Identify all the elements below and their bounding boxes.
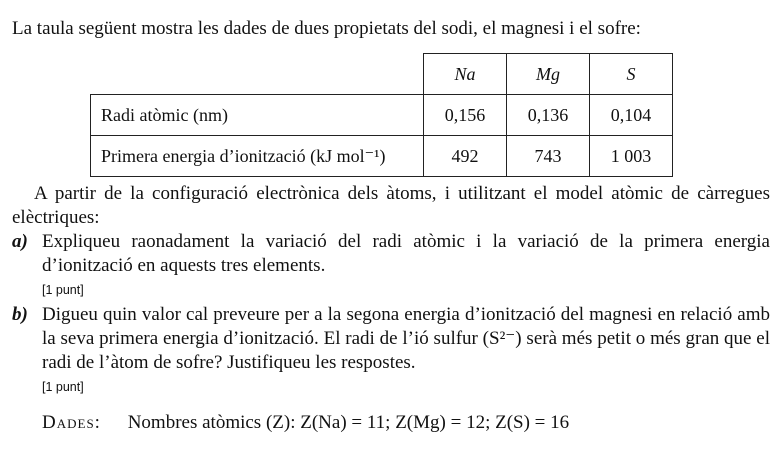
- table-cell: 0,136: [507, 95, 590, 136]
- question-marker: a): [12, 231, 28, 252]
- row-label: Primera energia d’ionització (kJ mol⁻¹): [91, 136, 424, 177]
- data-label: Dades:: [42, 412, 101, 433]
- column-header: Mg: [507, 54, 590, 95]
- row-label: Radi atòmic (nm): [91, 95, 424, 136]
- table-cell: 492: [424, 136, 507, 177]
- data-line: [42, 411, 569, 435]
- table-cell: 743: [507, 136, 590, 177]
- question-b: [12, 303, 770, 375]
- question-a: [12, 230, 770, 278]
- table-cell: 0,104: [590, 95, 673, 136]
- lead-paragraph: A partir de la configuració electrònica dels àtoms, i utilitzant el model atòmic de càrregues elèctriques:: [12, 183, 770, 228]
- column-header: S: [590, 54, 673, 95]
- table-cell: 1 003: [590, 136, 673, 177]
- properties-table: [90, 53, 673, 177]
- question-text: Expliqueu raonadament la variació del radi atòmic i la variació de la primera energia d’ionització en aquests tres elements.: [42, 231, 770, 276]
- table-cell: 0,156: [424, 95, 507, 136]
- question-text: Digueu quin valor cal preveure per a la segona energia d’ionització del magnesi en relació amb la seva primera energia d’ionització. El radi de l’ió sulfur (S²⁻) serà més petit o més gran que el radi de l’àtom de sofre? Justifiqueu les respostes.: [42, 304, 770, 373]
- points-label: [1 punt]: [42, 283, 84, 297]
- intro-text: La taula següent mostra les dades de dues propietats del sodi, el magnesi i el sofre:: [12, 18, 641, 39]
- points-label: [1 punt]: [42, 380, 84, 394]
- column-header: Na: [424, 54, 507, 95]
- question-marker: b): [12, 304, 28, 325]
- table-header-row: [91, 54, 673, 95]
- data-text: Nombres atòmics (Z): Z(Na) = 11; Z(Mg) = 12; Z(S) = 16: [127, 412, 570, 433]
- table-row: [91, 136, 673, 177]
- problem-statement: [12, 182, 770, 400]
- table-row: [91, 95, 673, 136]
- table-corner-cell: [91, 54, 424, 95]
